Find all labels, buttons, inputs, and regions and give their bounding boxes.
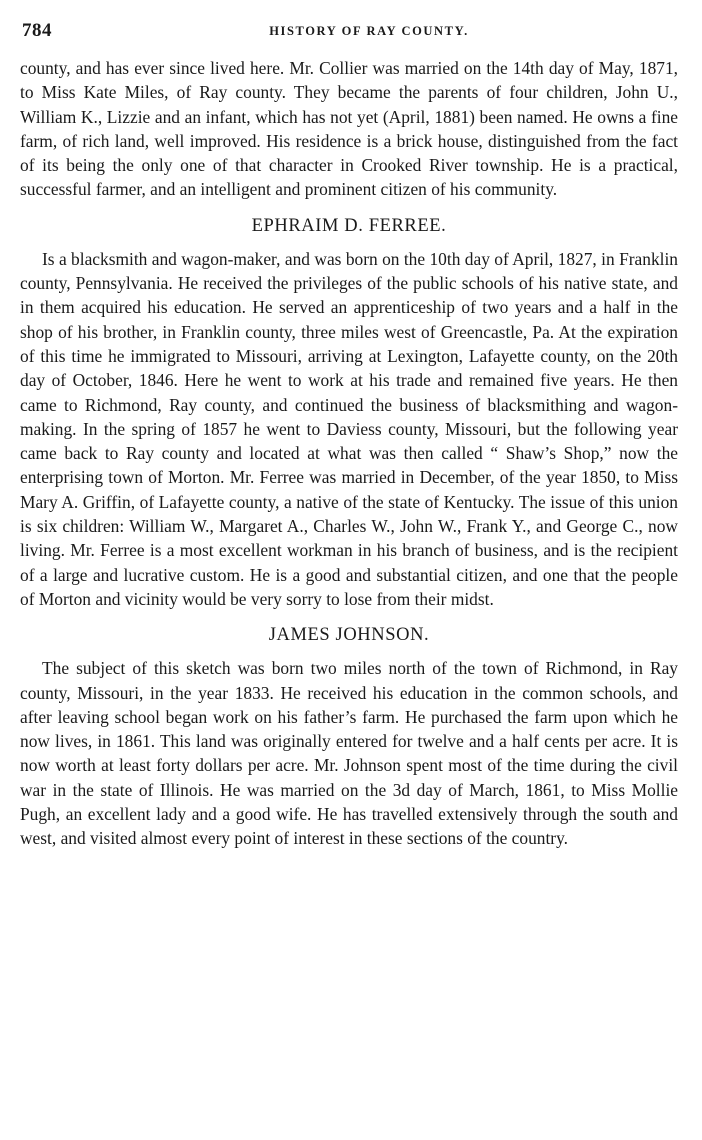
running-head [20, 18, 678, 48]
running-title: HISTORY OF RAY COUNTY. [269, 24, 469, 38]
page-number: 784 [22, 20, 52, 41]
book-page [20, 18, 678, 851]
johnson-heading: JAMES JOHNSON. [268, 625, 430, 646]
collier-paragraph: county, and has ever since lived here. Mr. Collier was married on the 14th day of May, 1871, to Miss Kate Miles, of Ray county. They became the parents of four children, John U., William K., Lizzie and an infant, which has not yet (April, 1881) been named. He owns a fine farm, of rich land, well improved. His residence is a brick house, distinguished from the fact of its being the only one of that character in Crooked River township. He is a practical, successful farmer, and an intelligent and prominent citizen of his community. [20, 58, 678, 200]
ferree-heading: EPHRAIM D. FERREE. [251, 215, 447, 236]
ferree-paragraph: Is a blacksmith and wagon-maker, and was born on the 10th day of April, 1827, in Franklin county, Pennsylvania. He received the privileges of the public schools of his native state, and in them acquired his education. He served an apprenticeship of two years and a half in the shop of his brother, in Franklin county, three miles west of Greencastle, Pa. At the expiration of this time he immigrated to Missouri, arriving at Lexington, Lafayette county, on the 20th day of October, 1846. Here he went to work at his trade and remained five years. He then came to Richmond, Ray county, and continued the business of blacksmithing and wagon-making. In the spring of 1857 he went to Daviess county, Missouri, but the following year came back to Ray county and located at what was then called “ Shaw’s Shop,” now the enterprising town of Morton. Mr. Ferree was married in December, of the year 1850, to Miss Mary A. Griffin, of Lafayette county, a native of the state of Kentucky. The issue of this union is six children: William W., Margaret A., Charles W., John W., Frank Y., and George C., now living. Mr. Ferree is a most excellent workman in his branch of business, and is the recipient of a large and lucrative custom. He is a good and substantial citizen, and one that the people of Morton and vicinity would be very sorry to lose from their midst. [20, 248, 678, 609]
johnson-paragraph: The subject of this sketch was born two miles north of the town of Richmond, in Ray county, Missouri, in the year 1833. He received his education in the common schools, and after leaving school began work on his father’s farm. He purchased the farm upon which he now lives, in 1861. This land was originally entered for twelve and a half cents per acre. It is now worth at least forty dollars per acre. Mr. Johnson spent most of the time during the civil war in the state of Illinois. He was married on the 3d day of March, 1861, to Miss Mollie Pugh, an excellent lady and a good wife. He has travelled extensively through the south and west, and visited almost every point of interest in these sections of the country. [20, 658, 678, 849]
